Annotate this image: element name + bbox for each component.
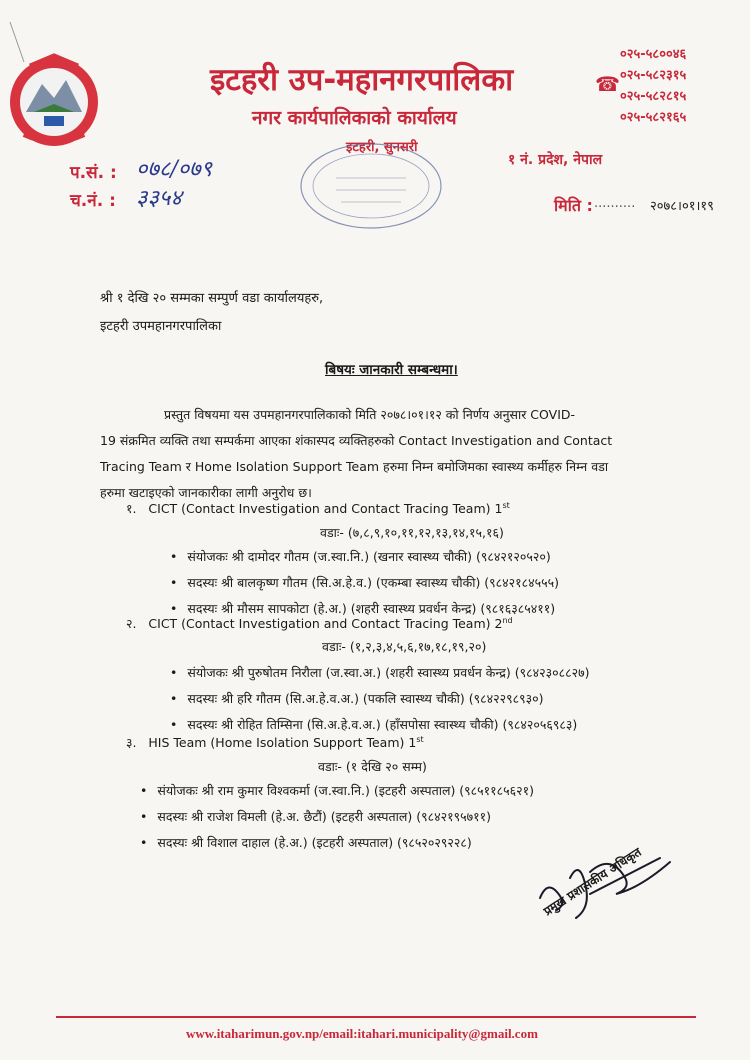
- team-heading: [126, 500, 510, 517]
- date-dots: ..........: [594, 196, 636, 211]
- phone-number: ०२५-५८२३१५: [620, 68, 687, 83]
- body-line: प्रस्तुत विषयमा यस उपमहानगरपालिकाको मिति २०७८।०१।१२ को निर्णय अनुसार COVID-: [164, 407, 576, 422]
- team-member: • सदस्यः श्री हरि गौतम (सि.अ.हे.व.अ.) (पकलि स्वास्थ्य चौकी) (९८४२२९८९३०): [170, 690, 544, 707]
- signature-icon: [520, 848, 690, 928]
- phone-numbers: [620, 44, 686, 128]
- team-wards: वडाः- (१,२,३,४,५,६,१७,१८,१९,२०): [322, 639, 487, 654]
- ref-number-value: ०७८/०७९: [136, 157, 213, 182]
- phone-number: ०२५-५८२१६५: [620, 110, 687, 125]
- office-name: नगर कार्यपालिकाको कार्यालय: [252, 107, 457, 129]
- team-member: • सदस्यः श्री राजेश विमली (हे.अ. छैटौं) (इटहरी अस्पताल) (९८४२१९५७११): [140, 808, 491, 825]
- signatory-title: प्रमुख प्रशासकीय अधिकृत: [541, 844, 644, 919]
- telephone-icon: ☎: [595, 72, 620, 96]
- footer-contact: www.itaharimun.gov.np/email:itahari.municipality@gmail.com: [186, 1026, 538, 1041]
- team-number: २.: [126, 616, 137, 631]
- team-member: • सदस्यः श्री विशाल दाहाल (हे.अ.) (इटहरी अस्पताल) (९८५२०२९२२८): [140, 834, 472, 851]
- dispatch-number-label: च.नं. :: [70, 191, 116, 211]
- team-ordinal: st: [416, 734, 424, 744]
- body-line: 19 संक्रमित व्यक्ति तथा सम्पर्कमा आएका शंकास्पद व्यक्तिहरुको Contact Investigation and Contact: [100, 433, 613, 448]
- recipient-line: इटहरी उपमहानगरपालिका: [100, 319, 222, 334]
- team-heading: [126, 734, 424, 751]
- team-heading: [126, 615, 513, 632]
- body-line: हरुमा खटाइएको जानकारीका लागी अनुरोध छ।: [100, 485, 312, 500]
- office-city: इटहरी, सुनसरी: [346, 140, 418, 155]
- nepal-emblem-icon: [4, 52, 104, 148]
- team-wards: वडाः- (७,८,९,१०,११,१२,१३,१४,१५,१६): [320, 525, 504, 540]
- team-wards: वडाः- (१ देखि २० सम्म): [318, 759, 427, 774]
- province-label: १ नं. प्रदेश, नेपाल: [508, 152, 603, 168]
- team-member: • संयोजकः श्री दामोदर गौतम (ज.स्वा.नि.) (खनार स्वास्थ्य चौकी) (९८४२१२०५२०): [170, 548, 551, 565]
- ref-number-label: प.सं. :: [70, 163, 117, 183]
- team-member: • सदस्यः श्री मौसम सापकोटा (हे.अ.) (शहरी स्वास्थ्य प्रवर्धन केन्द्र) (९८१६३८५४११): [170, 600, 555, 617]
- date-label: मिति :: [554, 196, 593, 215]
- recipient-line: श्री १ देखि २० सम्मका सम्पुर्ण वडा कार्यालयहरु,: [100, 291, 324, 306]
- footer-divider: [56, 1016, 696, 1018]
- team-name: CICT (Contact Investigation and Contact Tracing Team) 1: [148, 501, 503, 516]
- org-name: इटहरी उप-महानगरपालिका: [210, 62, 514, 98]
- team-name: HIS Team (Home Isolation Support Team) 1: [148, 735, 417, 750]
- team-number: १.: [126, 501, 137, 516]
- office-stamp: [296, 138, 446, 233]
- subject-line: बिषयः जानकारी सम्बन्धमा।: [325, 362, 458, 378]
- team-member: • सदस्यः श्री बालकृष्ण गौतम (सि.अ.हे.व.) (एकम्बा स्वास्थ्य चौकी) (९८४२१८४५५५): [170, 574, 559, 591]
- team-ordinal: st: [502, 500, 510, 510]
- date-value: २०७८।०१।१९: [650, 199, 714, 214]
- team-member: • सदस्यः श्री रोहित तिम्सिना (सि.अ.हे.व.अ.) (हाँसपोसा स्वास्थ्य चौकी) (९८४२०५६९८३): [170, 716, 577, 733]
- phone-number: ०२५-५८००४६: [620, 47, 687, 62]
- phone-number: ०२५-५८२८१५: [620, 89, 687, 104]
- dispatch-number-value: ३३५४: [136, 186, 182, 211]
- team-name: CICT (Contact Investigation and Contact Tracing Team) 2: [148, 616, 503, 631]
- team-ordinal: nd: [502, 615, 513, 625]
- team-member: • संयोजकः श्री राम कुमार विश्वकर्मा (ज.स्वा.नि.) (इटहरी अस्पताल) (९८५११८५६२१): [140, 782, 534, 799]
- team-member: • संयोजकः श्री पुरुषोतम निरौला (ज.स्वा.अ.) (शहरी स्वास्थ्य प्रवर्धन केन्द्र) (९८४२३०८८२७): [170, 664, 590, 681]
- team-number: ३.: [126, 735, 137, 750]
- body-line: Tracing Team र Home Isolation Support Team हरुमा निम्न बमोजिमका स्वास्थ्य कर्मीहरु निम्न वडा: [100, 459, 609, 474]
